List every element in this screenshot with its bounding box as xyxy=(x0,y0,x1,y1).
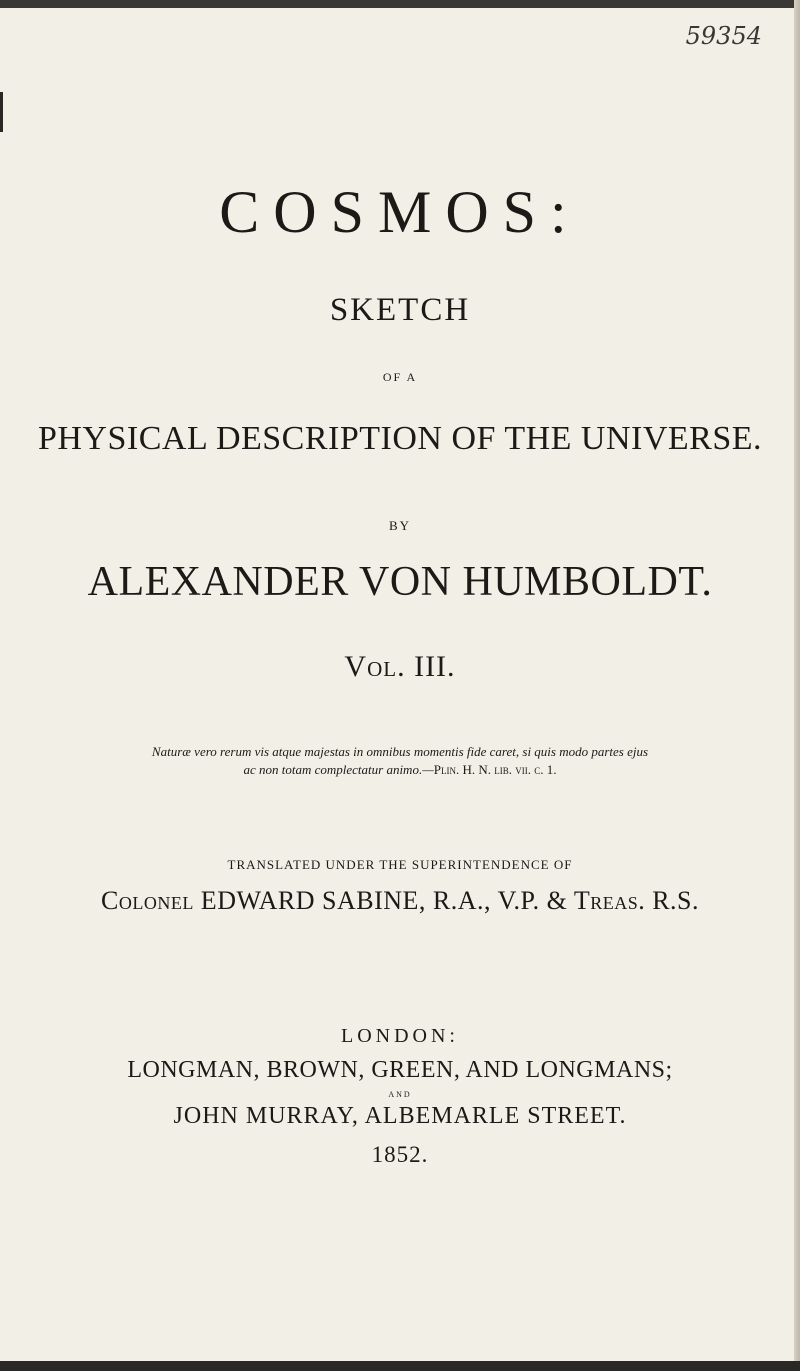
epigraph-text: ac non totam complectatur animo.— xyxy=(243,762,434,777)
handwritten-shelfmark: 59354 xyxy=(685,22,762,50)
imprint-year: 1852. xyxy=(371,1142,429,1167)
main-title: PHYSICAL DESCRIPTION OF THE UNIVERSE. xyxy=(37,420,763,457)
epigraph-line-2 xyxy=(0,762,800,778)
book-title: COSMOS: xyxy=(219,179,581,245)
imprint-publisher-1: LONGMAN, BROWN, GREEN, AND LONGMANS; xyxy=(127,1057,673,1083)
imprint-publisher-2: JOHN MURRAY, ALBEMARLE STREET. xyxy=(173,1103,627,1129)
subtitle-connector: OF A xyxy=(382,370,418,384)
subtitle: SKETCH xyxy=(329,292,471,328)
by-label: BY xyxy=(388,518,412,533)
imprint-city: LONDON: xyxy=(341,1025,459,1047)
left-edge-mark xyxy=(0,92,3,132)
author-name: ALEXANDER VON HUMBOLDT. xyxy=(87,559,713,605)
volume-number: Vol. III. xyxy=(344,650,456,683)
top-edge-shadow xyxy=(0,0,800,8)
bottom-edge-shadow xyxy=(0,1361,800,1371)
epigraph-citation: Plin. H. N. lib. vii. c. 1. xyxy=(433,762,557,777)
epigraph-line-1: Naturæ vero rerum vis atque majestas in omnibus momentis fide caret, si quis modo partes ejus xyxy=(151,744,649,759)
translation-note: TRANSLATED UNDER THE SUPERINTENDENCE OF xyxy=(227,857,573,872)
imprint-and: AND xyxy=(388,1090,412,1099)
translator-name: Colonel EDWARD SABINE, R.A., V.P. & Treas. R.S. xyxy=(100,886,700,915)
